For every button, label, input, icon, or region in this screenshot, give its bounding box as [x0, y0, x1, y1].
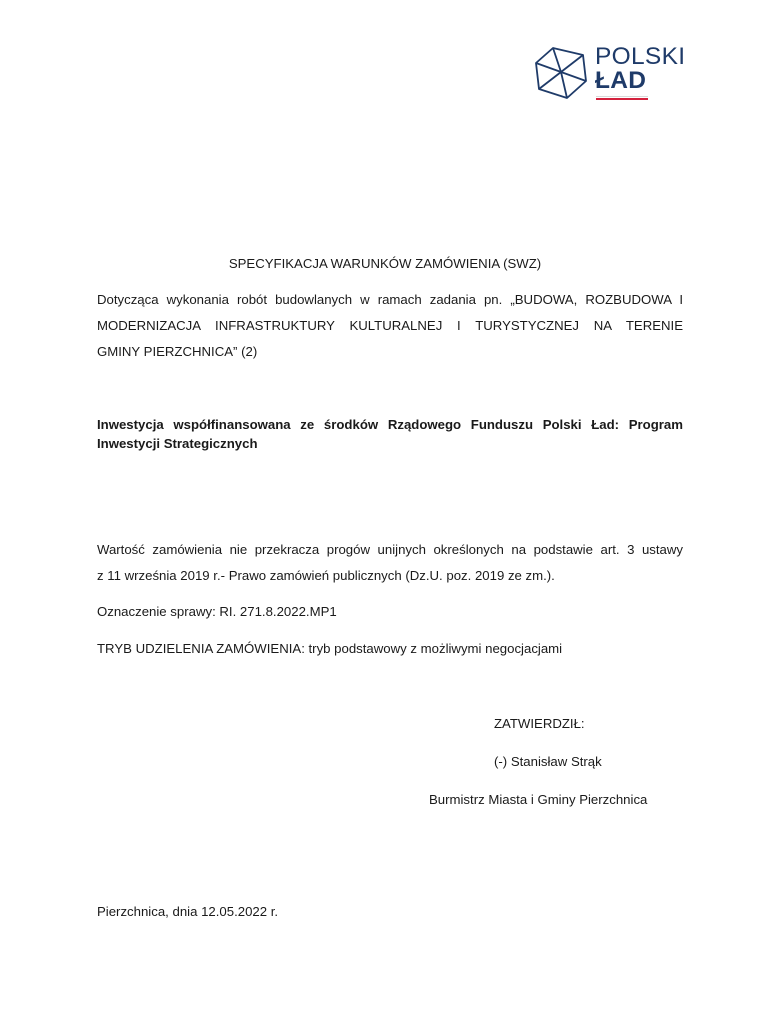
logo-flag-red-stripe — [596, 98, 648, 100]
logo-flag-white-stripe — [596, 96, 648, 97]
polski-lad-mark-icon — [533, 45, 589, 101]
value-line-2: z 11 września 2019 r.- Prawo zamówień publicznych (Dz.U. poz. 2019 ze zm.). — [97, 568, 555, 583]
value-line-1: Wartość zamówienia nie przekracza progów unijnych określonych na podstawie art. 3 ustawy — [97, 542, 683, 557]
logo-text-lad: ŁAD — [595, 67, 647, 94]
procedure-mode: TRYB UDZIELENIA ZAMÓWIENIA: tryb podstawowy z możliwymi negocjacjami — [97, 641, 563, 656]
logo-text-polski: POLSKI — [595, 43, 686, 70]
polski-lad-logo — [533, 42, 686, 104]
intro-line-2: MODERNIZACJA INFRASTRUKTURY KULTURALNEJ I TURYSTYCZNEJ NA TERENIE — [97, 318, 683, 333]
document-title: SPECYFIKACJA WARUNKÓW ZAMÓWIENIA (SWZ) — [228, 256, 542, 271]
investment-line-1: Inwestycja współfinansowana ze środków Rządowego Funduszu Polski Ład: Program — [97, 417, 683, 432]
intro-line-3: GMINY PIERZCHNICA” (2) — [97, 344, 258, 359]
approval-position: Burmistrz Miasta i Gminy Pierzchnica — [429, 792, 648, 807]
case-reference: Oznaczenie sprawy: RI. 271.8.2022.MP1 — [97, 604, 337, 619]
investment-line-2: Inwestycji Strategicznych — [97, 436, 258, 451]
intro-line-1: Dotycząca wykonania robót budowlanych w ramach zadania pn. „BUDOWA, ROZBUDOWA I — [97, 292, 683, 307]
approval-signatory: (-) Stanisław Strąk — [494, 754, 602, 769]
approval-label: ZATWIERDZIŁ: — [494, 716, 585, 731]
place-date: Pierzchnica, dnia 12.05.2022 r. — [97, 904, 279, 919]
